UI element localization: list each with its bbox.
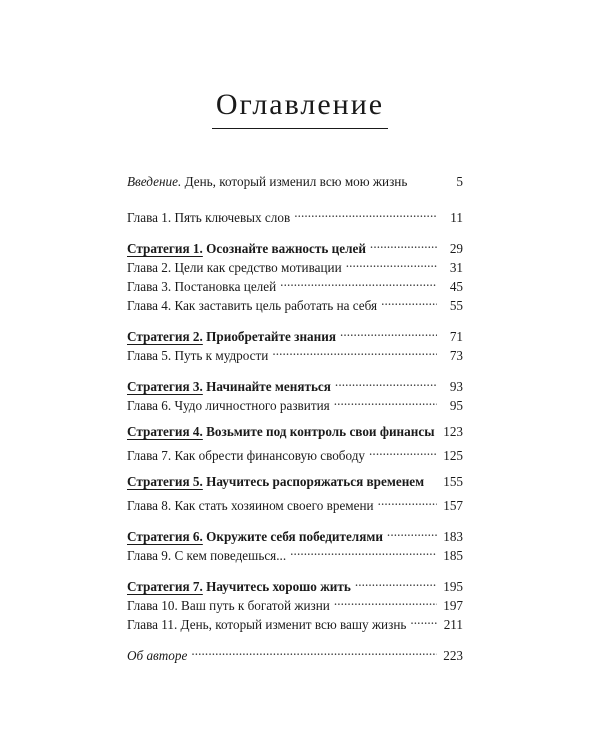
table-of-contents <box>127 172 463 663</box>
dot-leader <box>355 572 437 591</box>
strategy-title: Начинайте меняться <box>202 379 331 394</box>
dot-leader <box>410 610 437 629</box>
toc-entry-chapter-8[interactable] <box>127 491 463 513</box>
toc-page-number: 125 <box>443 448 463 463</box>
dot-leader <box>335 372 437 391</box>
toc-entry-strategy-4[interactable] <box>127 422 463 441</box>
toc-entry-label: Глава 5. Путь к мудрости <box>127 348 269 363</box>
page-title: Оглавление <box>212 88 388 129</box>
toc-entry-chapter-1[interactable] <box>127 203 463 225</box>
toc-entry-strategy-1[interactable] <box>127 234 463 256</box>
dot-leader <box>378 491 437 510</box>
strategy-title: Приобретайте знания <box>202 329 336 344</box>
toc-entry-label <box>127 377 331 396</box>
toc-entry-label <box>127 422 435 441</box>
dot-leader <box>280 272 437 291</box>
toc-entry-strategy-2[interactable] <box>127 322 463 344</box>
toc-entry-strategy-5[interactable] <box>127 472 463 491</box>
toc-page-number: 185 <box>443 548 463 563</box>
toc-entry-label: Глава 4. Как заставить цель работать на себя <box>127 298 378 313</box>
toc-page-number: 211 <box>443 617 463 632</box>
strategy-title: Научитесь распоряжаться временем <box>202 474 425 489</box>
toc-page-number: 123 <box>443 424 463 439</box>
toc-page-number: 157 <box>443 498 463 513</box>
dot-leader <box>340 322 437 341</box>
dot-leader <box>272 341 437 360</box>
toc-page-number: 55 <box>449 298 463 313</box>
toc-page-number: 45 <box>449 279 463 294</box>
toc-entry-chapter-7[interactable] <box>127 441 463 463</box>
toc-entry-label: Глава 11. День, который изменит всю вашу жизнь <box>127 617 407 632</box>
toc-page-number: 29 <box>449 241 463 256</box>
toc-entry-label: Об авторе <box>127 648 188 663</box>
toc-entry-strategy-7[interactable] <box>127 572 463 594</box>
dot-leader <box>334 591 437 610</box>
strategy-number: Стратегия 4. <box>127 424 203 439</box>
strategy-title: Возьмите под контроль свои финансы <box>202 424 435 439</box>
toc-entry-strategy-3[interactable] <box>127 372 463 394</box>
toc-page-number: 71 <box>449 329 463 344</box>
dot-leader <box>381 291 437 310</box>
toc-page-number: 183 <box>443 529 463 544</box>
toc-page-number: 11 <box>450 210 463 225</box>
toc-entry-label <box>127 472 424 491</box>
toc-page-number: 155 <box>443 474 463 489</box>
toc-entry-about-author[interactable] <box>127 641 463 663</box>
dot-leader <box>290 541 437 560</box>
toc-entry-label: Глава 3. Постановка целей <box>127 279 277 294</box>
dot-leader <box>387 522 437 541</box>
toc-page-number: 31 <box>449 260 463 275</box>
toc-entry-label: Глава 8. Как стать хозяином своего времени <box>127 498 374 513</box>
strategy-number: Стратегия 3. <box>127 379 203 394</box>
strategy-title: Научитесь хорошо жить <box>202 579 351 594</box>
strategy-number: Стратегия 1. <box>127 241 203 256</box>
toc-entry-label: Глава 2. Цели как средство мотивации <box>127 260 342 275</box>
toc-page-number: 95 <box>449 398 463 413</box>
toc-page-number: 93 <box>449 379 463 394</box>
dot-leader <box>294 203 437 222</box>
dot-leader <box>191 641 437 660</box>
strategy-title: Окружите себя победителями <box>202 529 383 544</box>
toc-entry-label: Глава 7. Как обрести финансовую свободу <box>127 448 366 463</box>
strategy-number: Стратегия 2. <box>127 329 203 344</box>
toc-entry-label: Глава 10. Ваш путь к богатой жизни <box>127 598 330 613</box>
toc-page-number: 5 <box>456 174 463 189</box>
dot-leader <box>334 391 437 410</box>
toc-entry-strategy-6[interactable] <box>127 522 463 544</box>
strategy-title: Осознайте важность целей <box>202 241 366 256</box>
toc-page-number: 73 <box>449 348 463 363</box>
dot-leader <box>369 441 437 460</box>
toc-entry-intro[interactable] <box>127 172 463 191</box>
toc-page-number: 197 <box>443 598 463 613</box>
strategy-number: Стратегия 5. <box>127 474 203 489</box>
intro-prefix: Введение. <box>127 174 182 189</box>
strategy-number: Стратегия 7. <box>127 579 203 594</box>
toc-entry-label: Глава 9. С кем поведешься... <box>127 548 287 563</box>
toc-entry-label: Глава 1. Пять ключевых слов <box>127 210 291 225</box>
intro-text: День, который изменил всю мою жизнь <box>181 174 408 189</box>
toc-page-number: 195 <box>443 579 463 594</box>
toc-entry-label <box>127 172 407 191</box>
toc-entry-label <box>127 577 351 596</box>
toc-entry-label: Глава 6. Чудо личностного развития <box>127 398 330 413</box>
dot-leader <box>370 234 437 253</box>
dot-leader <box>346 253 437 272</box>
title-wrap <box>0 88 600 129</box>
strategy-number: Стратегия 6. <box>127 529 203 544</box>
toc-page-number: 223 <box>443 648 463 663</box>
toc-entry-label <box>127 239 366 258</box>
